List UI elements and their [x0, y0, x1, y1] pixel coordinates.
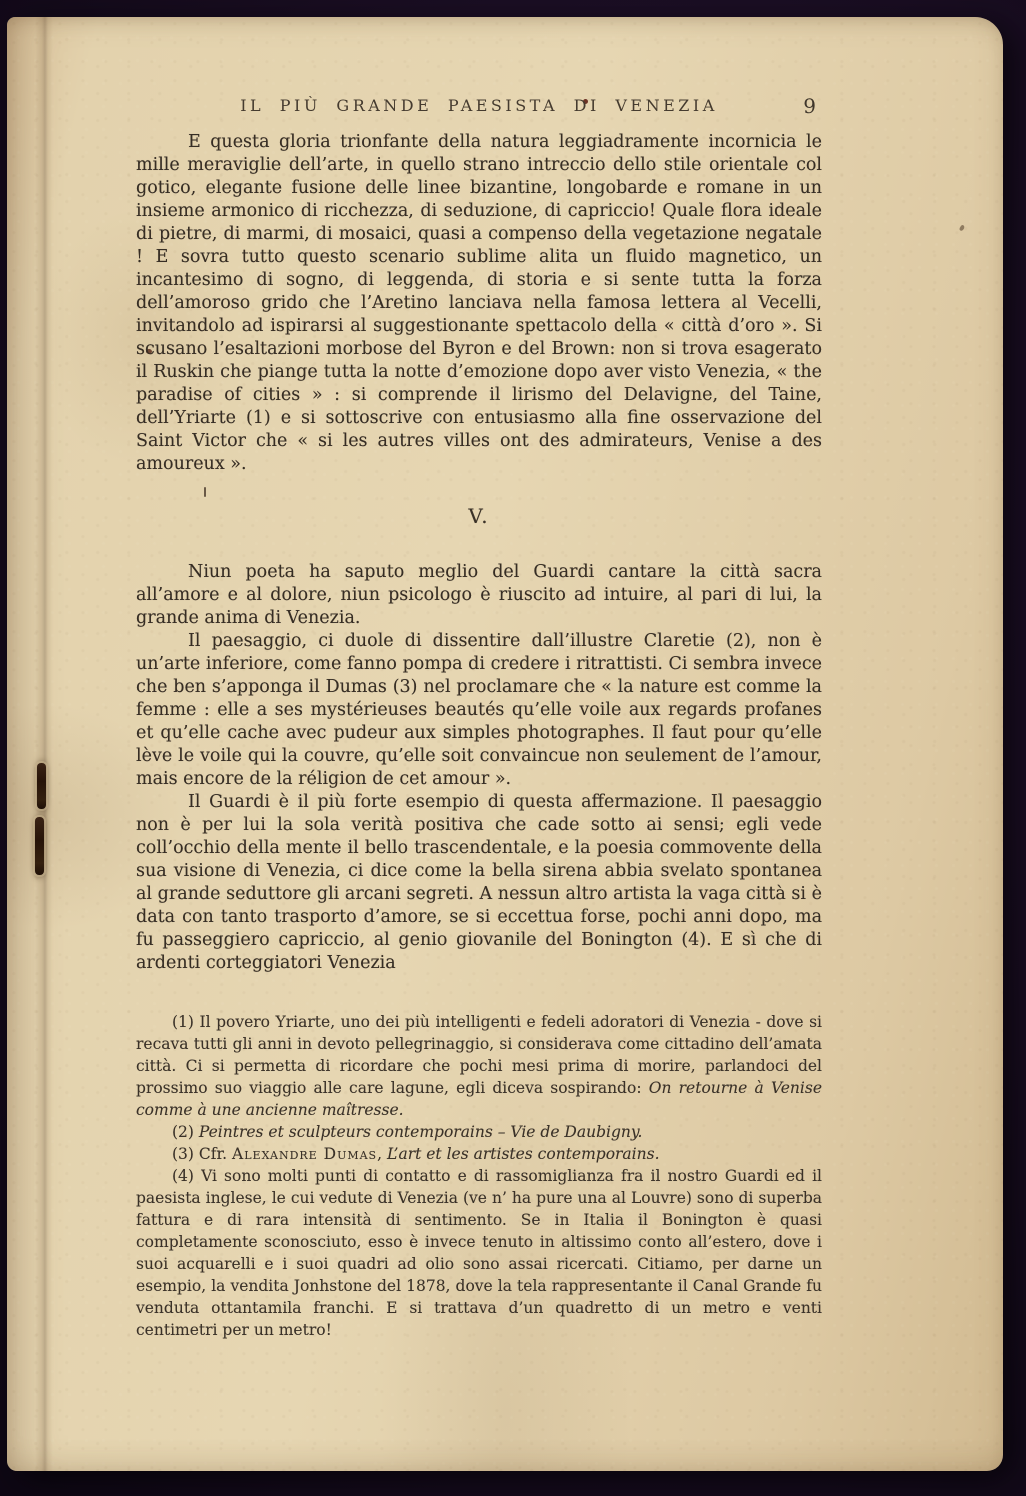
- footnote-italic-text: On retourne à Venise comme à une ancienne maîtresse.: [136, 1079, 822, 1119]
- footnote-text: ,: [377, 1145, 387, 1163]
- footnote: [136, 1011, 822, 1121]
- footnote: [136, 1143, 822, 1165]
- section-heading: V.: [468, 504, 490, 528]
- footnote: [136, 1165, 822, 1341]
- footnote-italic-text: L’art et les artistes contemporains.: [386, 1145, 660, 1163]
- book-page: [7, 17, 1003, 1471]
- page-number: 9: [803, 94, 816, 118]
- body-paragraph: Il Guardi è il più forte esempio di questa affermazione. Il paesaggio non è per lui la sola verità positiva che cade sotto ai sensi; egli vede coll’occhio della mente il bello trascendentale, e la poesia commovente della sua visione di Venezia, ci dice come la bella sirena abbia svelato spontanea al grande seduttore gli arcani segreti. A nessun altro artista la vaga città si è data con tanto trasporto d’amore, se si eccettua forse, pochi anni dopo, ma fu passeggiero capriccio, al genio giovanile del Bonington (4). E sì che di ardenti corteggiatori Venezia: [136, 792, 822, 973]
- running-header-title: IL PIÙ GRANDE PAESISTA DI VENEZIA: [240, 96, 718, 115]
- body-text: [136, 131, 822, 975]
- body-paragraph: Il paesaggio, ci duole di dissentire dall’illustre Claretie (2), non è un’arte inferiore, come fanno pompa di credere i ritrattisti. Ci sembra invece che ben s’apponga il Dumas (3) nel proclamare che « la nature est comme la femme : elle a ses mystérieuses beautés qu’elle voile aux regards profanes et qu’elle cache avec pudeur aux simples photographes. Il faut pour qu’elle lève le voile qui la couvre, qu’elle soit convaincue non seulement de l’amour, mais encore de la réligion de cet amour ».: [136, 631, 822, 789]
- footnote-text: (1) Il povero Yriarte, uno dei più intelligenti e fedeli adoratori di Venezia - dove si recava tutti gli anni in devoto pellegrinaggio, si considerava come cittadino dell’amata città. Ci si permetta di ricordare che pochi mesi prima di morire, parlandoci del prossimo suo viaggio alle care lagune, egli diceva sospirando:: [136, 1013, 822, 1097]
- footnote-author-name: Alexandre Dumas: [232, 1145, 378, 1163]
- binding-stitch: [37, 763, 46, 809]
- paper-speck: [959, 224, 966, 231]
- footnote-italic-text: Peintres et sculpteurs contemporains – Vie de Daubigny.: [198, 1123, 643, 1141]
- page-gutter-crease: [35, 17, 53, 1471]
- running-header: [136, 96, 822, 118]
- footnote-text: (3) Cfr.: [172, 1145, 233, 1163]
- footnote-text: (4) Vi sono molti punti di contatto e di rassomiglianza fra il nostro Guardi ed il paesista inglese, le cui vedute di Venezia (ve n’ ha pure una al Louvre) sono di superba fattura e di rara intensità di sentimento. Se in Italia il Bonington è quasi completamente sconosciuto, esso è invece tenuto in altissimo conto all’estero, dove i suoi acquarelli e i suoi quadri ad olio sono assai ricercati. Citiamo, per darne un esempio, la vendita Jonhstone del 1878, dove la tela rappresentante il Canal Grande fu venduta ottantamila franchi. E si trattava d’un quadretto di un metro e venti centimetri per un metro!: [136, 1167, 822, 1339]
- text-column: [136, 17, 822, 1341]
- body-paragraph: E questa gloria trionfante della natura leggiadramente incornicia le mille meraviglie dell’arte, in quello strano intreccio dello stile orientale col gotico, elegante fusione delle linee bizantine, longobarde e romane in un insieme armonico di ricchezza, di seduzione, di capriccio! Quale flora ideale di pietre, di marmi, di mosaici, quasi a compenso della vegetazione negatale ! E sovra tutto questo scenario sublime alita un fluido magnetico, un incantesimo di sogno, di leggenda, di storia e si sente tutta la forza dell’amoroso grido che l’Aretino lanciava nella famosa lettera al Vecelli, invitandolo ad ispirarsi al suggestionante spettacolo della « città d’oro ». Si scusano l’esaltazioni morbose del Byron e del Brown: non si trova esagerato il Ruskin che piange tutta la notte d’emozione dopo aver visto Venezia, « the paradise of cities » : si comprende il lirismo del Delavigne, del Taine, dell’Yriarte (1) e si sottoscrive con entusiasmo alla fine osservazione del Saint Victor che « si les autres villes ont des admirateurs, Venise a des amoureux ».: [136, 132, 822, 474]
- body-paragraph: Niun poeta ha saputo meglio del Guardi cantare la città sacra all’amore e al dolore, niun psicologo è riuscito ad intuire, al pari di lui, la grande anima di Venezia.: [136, 562, 822, 628]
- footnotes-block: [136, 1011, 822, 1341]
- binding-stitch: [35, 817, 44, 875]
- footnote: [136, 1121, 822, 1143]
- footnote-text: (2): [172, 1123, 199, 1141]
